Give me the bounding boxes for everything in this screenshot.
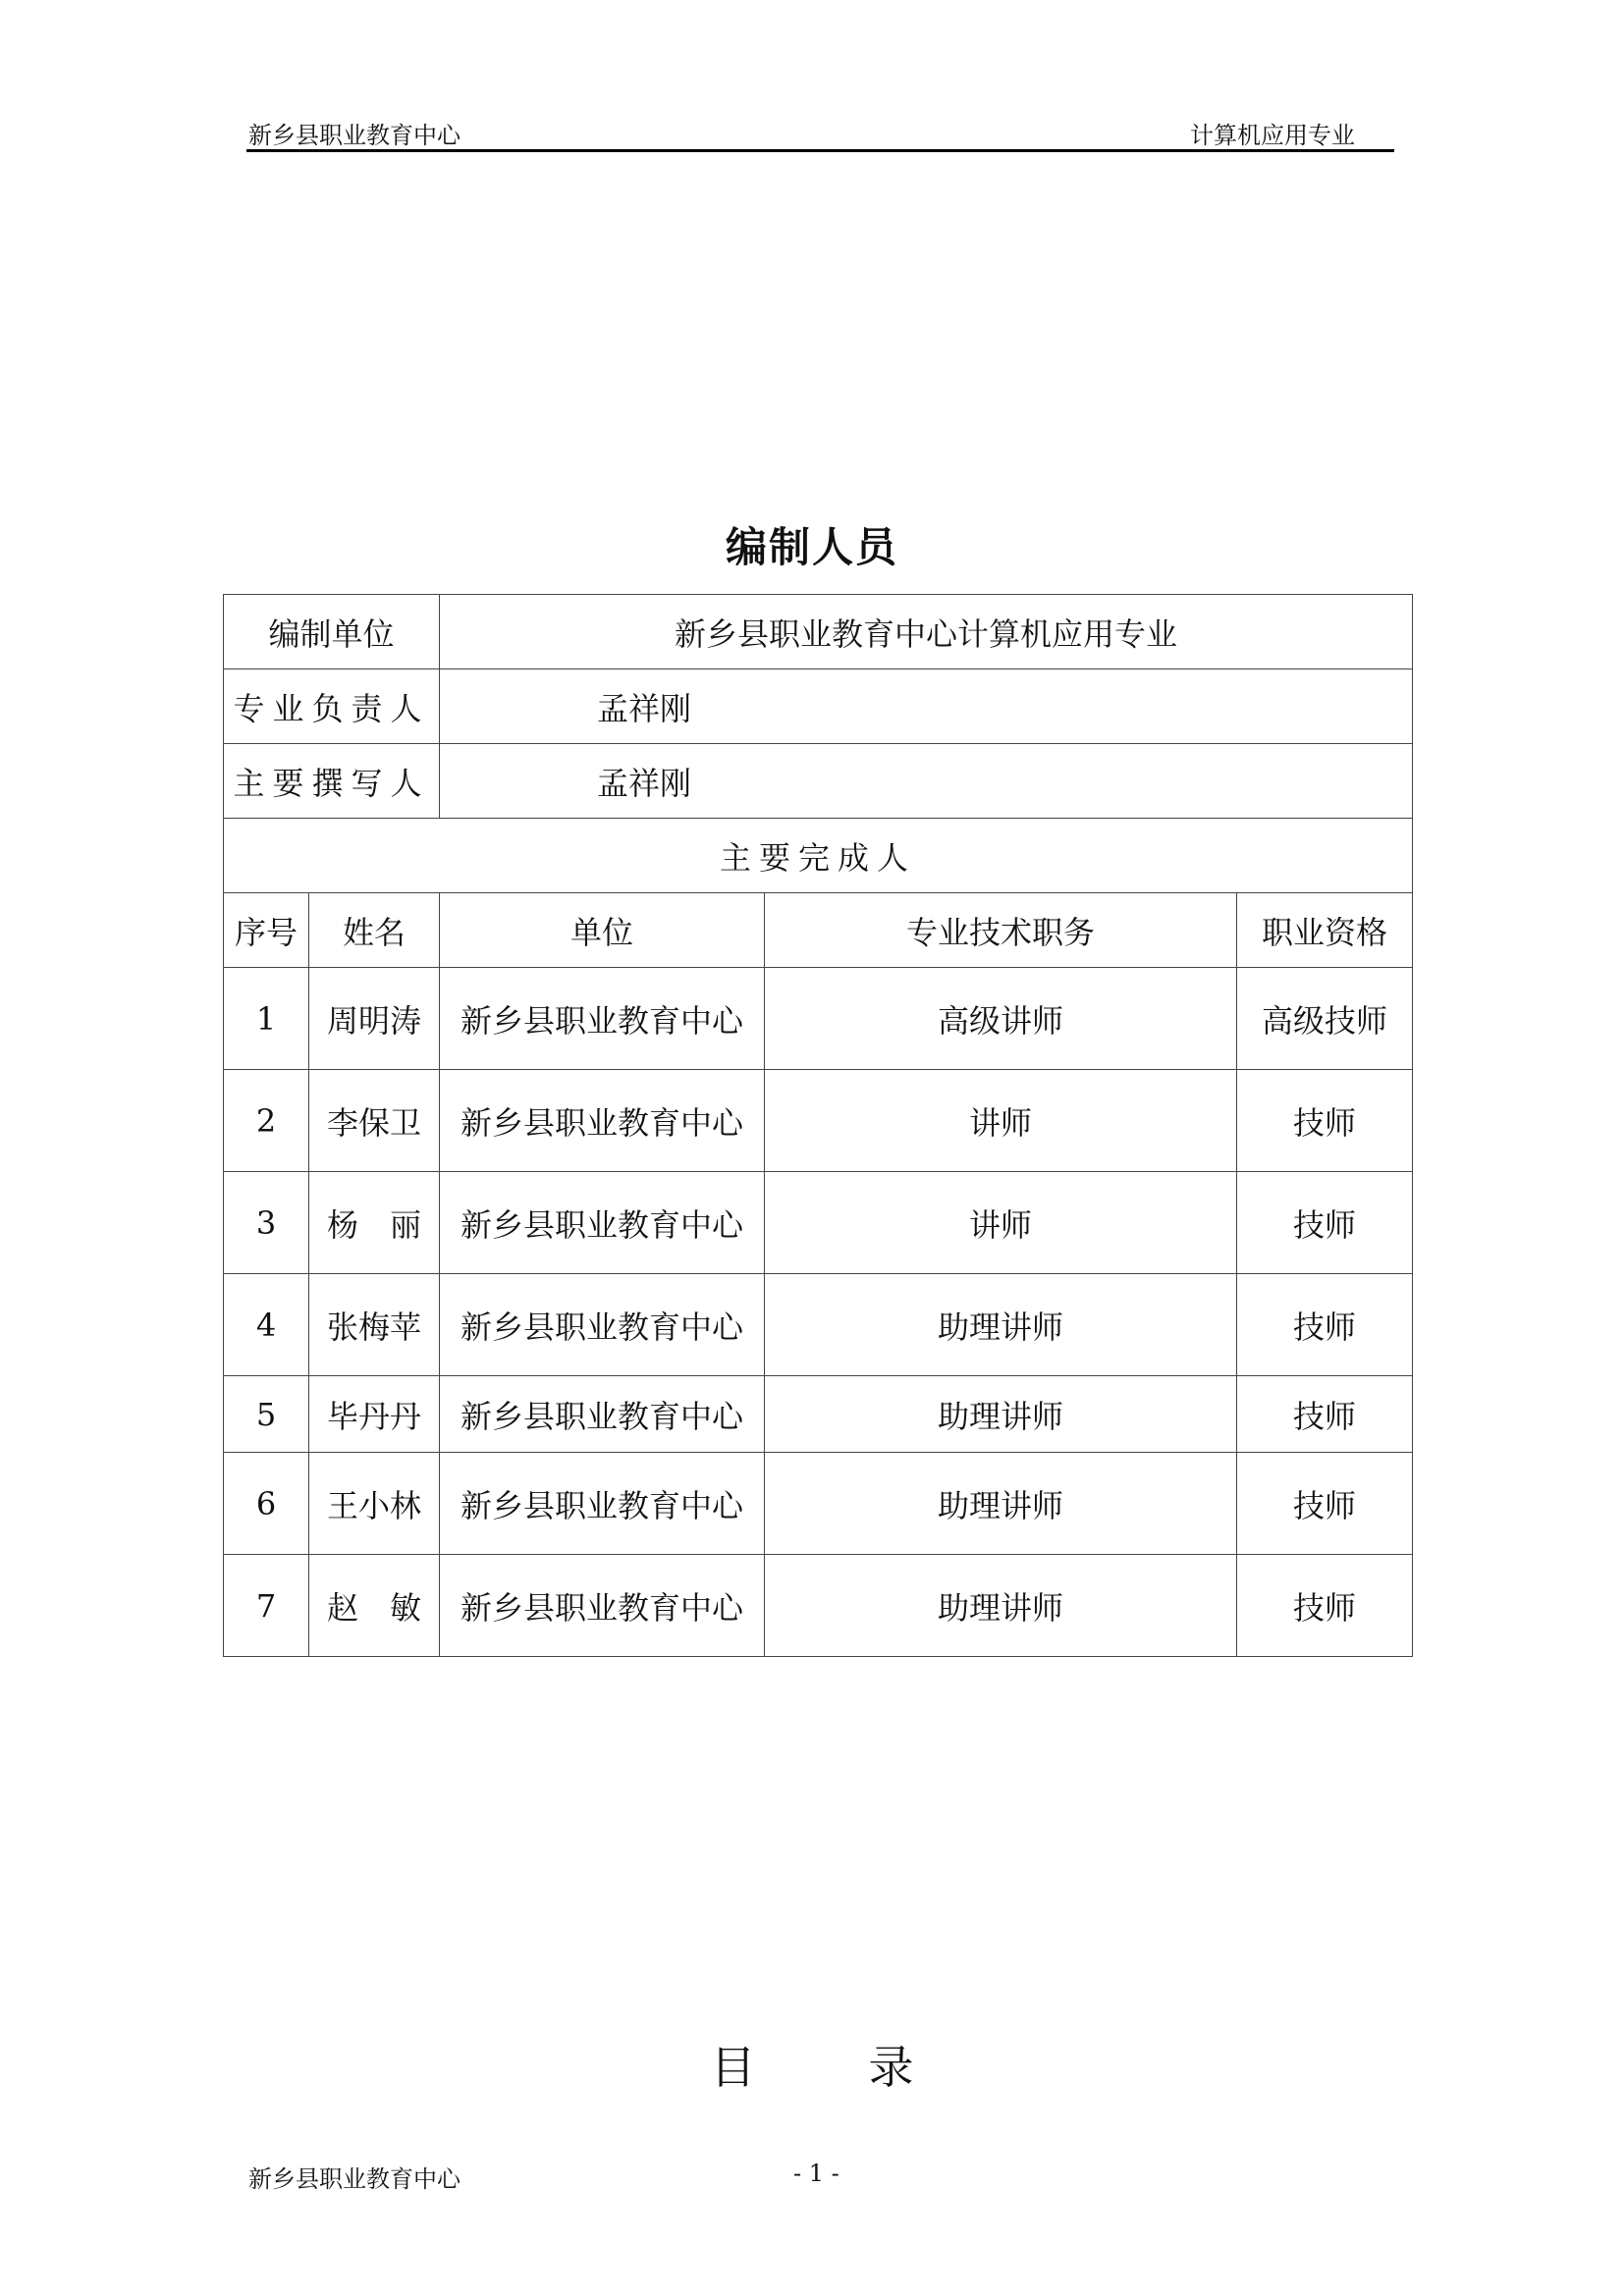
col-header-no: 序号 <box>224 893 309 968</box>
row-no: 1 <box>224 968 309 1070</box>
row-qual: 技师 <box>1237 1376 1413 1453</box>
row-unit: 新乡县职业教育中心 <box>440 1555 765 1657</box>
col-header-title: 专业技术职务 <box>765 893 1237 968</box>
row-name: 李保卫 <box>309 1070 440 1172</box>
table-row <box>224 1555 1413 1657</box>
toc-char-1: 目 <box>710 2041 756 2094</box>
row-qual: 技师 <box>1237 1070 1413 1172</box>
row-name: 赵 敏 <box>309 1555 440 1657</box>
row-title: 助理讲师 <box>765 1376 1237 1453</box>
row-unit: 新乡县职业教育中心 <box>440 1376 765 1453</box>
table-row <box>224 1376 1413 1453</box>
unit-label: 编制单位 <box>224 595 440 669</box>
row-no: 7 <box>224 1555 309 1657</box>
row-no: 4 <box>224 1274 309 1376</box>
row-unit: 新乡县职业教育中心 <box>440 1274 765 1376</box>
col-header-qual: 职业资格 <box>1237 893 1413 968</box>
toc-heading <box>0 2032 1624 2097</box>
page-number: - 1 - <box>793 2160 839 2187</box>
row-no: 6 <box>224 1453 309 1555</box>
row-title: 讲师 <box>765 1172 1237 1274</box>
row-no: 5 <box>224 1376 309 1453</box>
row-qual: 技师 <box>1237 1555 1413 1657</box>
section-label: 主要完成人 <box>224 819 1413 893</box>
table-row <box>224 1172 1413 1274</box>
leader-label: 专业负责人 <box>224 669 440 744</box>
unit-row <box>224 595 1413 669</box>
row-no: 2 <box>224 1070 309 1172</box>
row-title: 讲师 <box>765 1070 1237 1172</box>
leader-value: 孟祥刚 <box>440 669 1413 744</box>
row-qual: 技师 <box>1237 1274 1413 1376</box>
row-unit: 新乡县职业教育中心 <box>440 1172 765 1274</box>
writer-row <box>224 744 1413 819</box>
writer-value: 孟祥刚 <box>440 744 1413 819</box>
header-left-text: 新乡县职业教育中心 <box>248 122 460 149</box>
section-row <box>224 819 1413 893</box>
leader-row <box>224 669 1413 744</box>
row-unit: 新乡县职业教育中心 <box>440 1070 765 1172</box>
row-qual: 技师 <box>1237 1453 1413 1555</box>
header-right-text: 计算机应用专业 <box>1190 122 1355 149</box>
row-name: 王小林 <box>309 1453 440 1555</box>
row-name: 周明涛 <box>309 968 440 1070</box>
unit-value: 新乡县职业教育中心计算机应用专业 <box>440 595 1413 669</box>
row-title: 助理讲师 <box>765 1274 1237 1376</box>
row-qual: 高级技师 <box>1237 968 1413 1070</box>
col-header-unit: 单位 <box>440 893 765 968</box>
row-name: 杨 丽 <box>309 1172 440 1274</box>
row-qual: 技师 <box>1237 1172 1413 1274</box>
row-name: 毕丹丹 <box>309 1376 440 1453</box>
table-row <box>224 1274 1413 1376</box>
staff-table <box>223 594 1413 1657</box>
toc-char-2: 录 <box>868 2041 914 2094</box>
row-unit: 新乡县职业教育中心 <box>440 968 765 1070</box>
col-header-name: 姓名 <box>309 893 440 968</box>
row-no: 3 <box>224 1172 309 1274</box>
table-row <box>224 1070 1413 1172</box>
table-row <box>224 968 1413 1070</box>
row-title: 助理讲师 <box>765 1453 1237 1555</box>
table-row <box>224 1453 1413 1555</box>
writer-label: 主要撰写人 <box>224 744 440 819</box>
header-rule <box>246 149 1394 152</box>
page-title: 编制人员 <box>725 523 898 571</box>
column-header-row <box>224 893 1413 968</box>
row-name: 张梅苹 <box>309 1274 440 1376</box>
row-title: 助理讲师 <box>765 1555 1237 1657</box>
row-title: 高级讲师 <box>765 968 1237 1070</box>
footer-left-text: 新乡县职业教育中心 <box>248 2165 460 2193</box>
row-unit: 新乡县职业教育中心 <box>440 1453 765 1555</box>
